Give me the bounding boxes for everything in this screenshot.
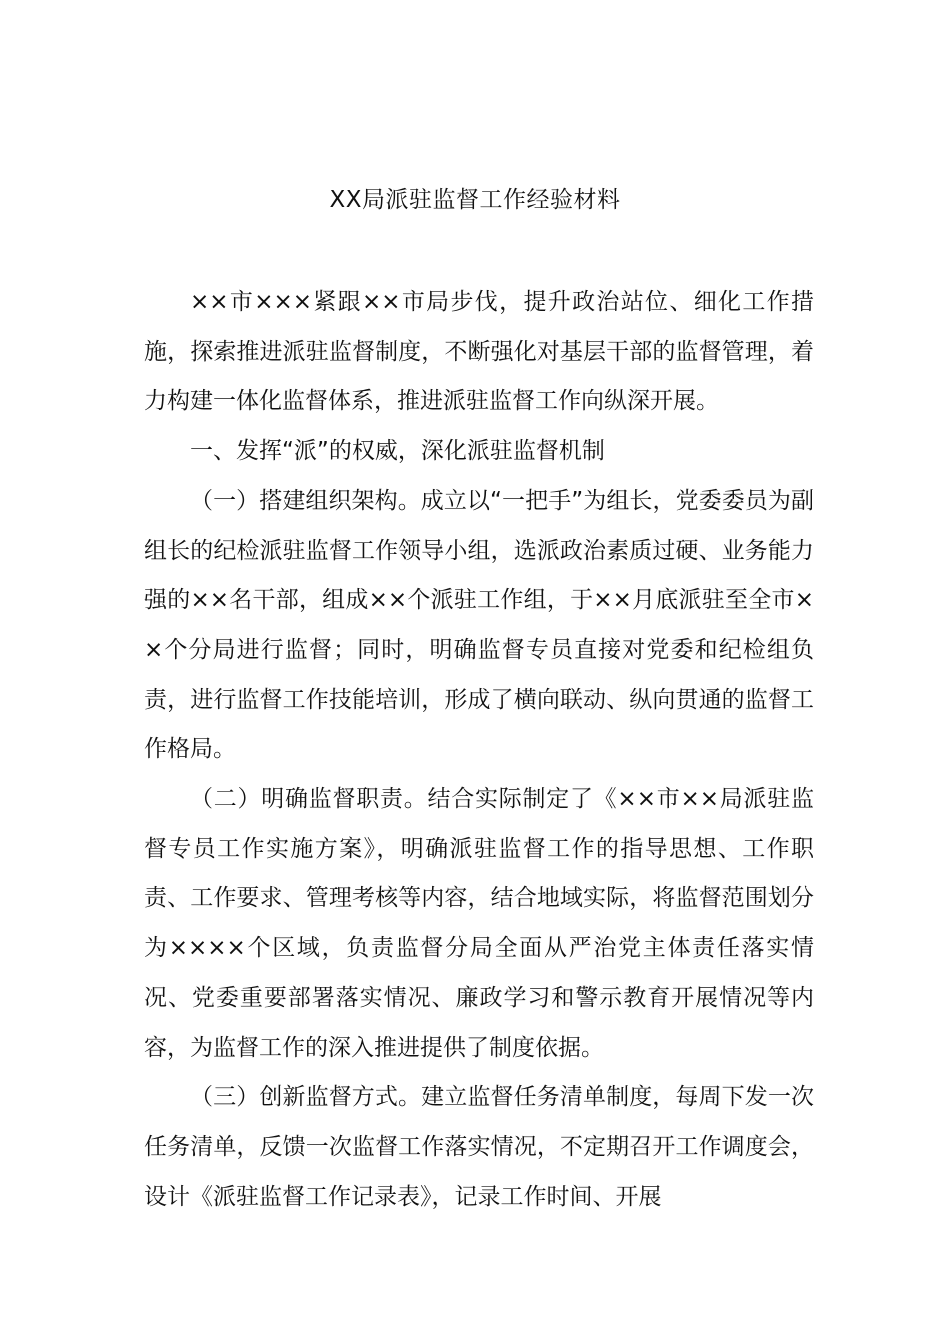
subsection-1-paragraph: （一）搭建组织架构。成立以“一把手”为组长，党委委员为副组长的纪检派驻监督工作领导小组，选派政治素质过硬、业务能力强的××名干部，组成××个派驻工作组，于××月底派驻至全市××个分局进行监督；同时，明确监督专员直接对党委和纪检组负责，进行监督工作技能培训，形成了横向联动、纵向贯通的监督工作格局。 [144, 487, 814, 763]
document-body [144, 278, 814, 1222]
section-heading-1: 一、发挥“派”的权威，深化派驻监督机制 [190, 438, 605, 465]
subsection-3-paragraph: （三）创新监督方式。建立监督任务清单制度，每周下发一次任务清单，反馈一次监督工作落实情况，不定期召开工作调度会，设计《派驻监督工作记录表》，记录工作时间、开展 [144, 1084, 814, 1210]
subsection-2-paragraph: （二）明确监督职责。结合实际制定了《××市××局派驻监督专员工作实施方案》，明确派驻监督工作的指导思想、工作职责、工作要求、管理考核等内容，结合地域实际，将监督范围划分为××××个区域，负责监督分局全面从严治党主体责任落实情况、党委重要部署落实情况、廉政学习和警示教育开展情况等内容，为监督工作的深入推进提供了制度依据。 [144, 786, 814, 1061]
intro-paragraph: ××市×××紧跟××市局步伐，提升政治站位、细化工作措施，探索推进派驻监督制度，不断强化对基层干部的监督管理，着力构建一体化监督体系，推进派驻监督工作向纵深开展。 [144, 289, 814, 415]
document-title: XX局派驻监督工作经验材料 [329, 187, 621, 213]
